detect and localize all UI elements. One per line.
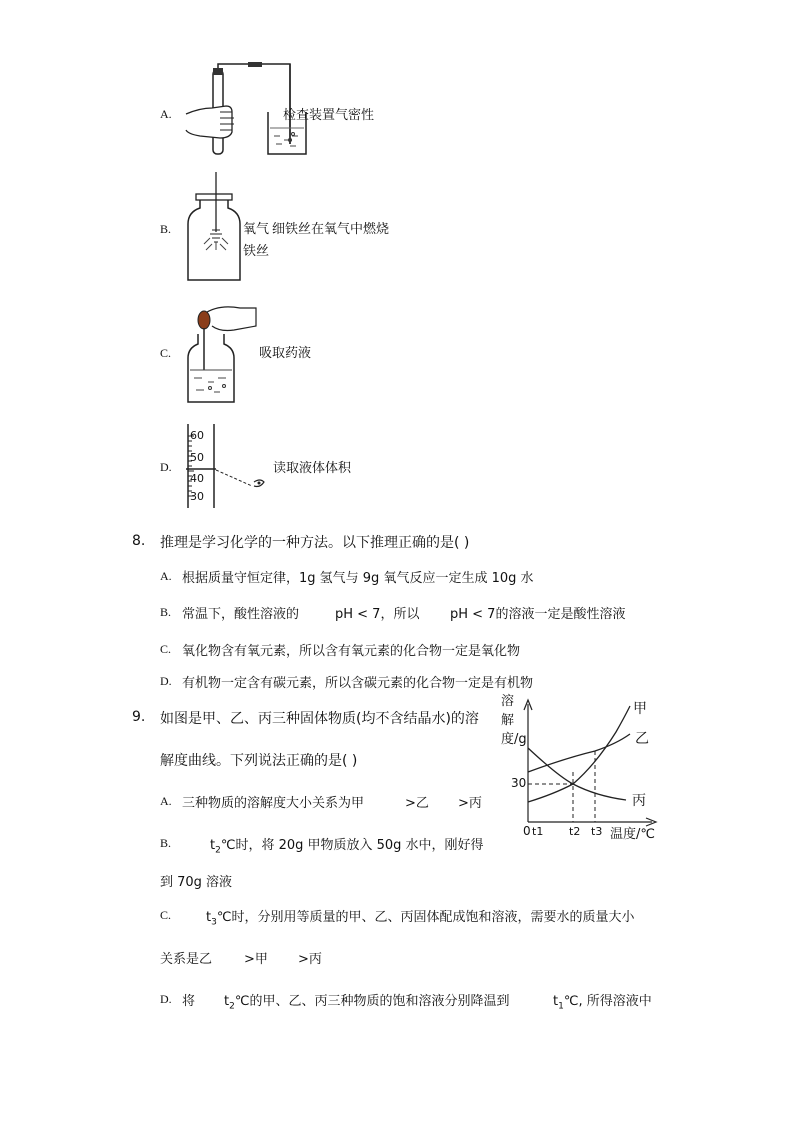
chart-xlabel: 温度/℃ [610,827,655,842]
q9-option-c-line2-c: >丙 [298,952,322,967]
q8-option-c-text: 氧化物含有氧元素，所以含有氧元素的化合物一定是氧化物 [182,644,521,659]
dropper-illustration [184,300,258,406]
q9-option-a-text-c: >丙 [458,796,482,811]
series-jia-label: 甲 [633,701,647,717]
chart-y-tick-30: 30 [511,776,527,790]
scale-60: 60 [190,429,204,442]
option-b-oxygen-label: 氧气 [243,222,270,237]
question-8-stem: 推理是学习化学的一种方法。以下推理正确的是( ) [160,535,470,551]
q8-option-d-letter: D. [160,674,172,688]
q8-option-b-text-c: pH < 7的溶液一定是酸性溶液 [450,607,626,622]
option-c-letter: C. [160,346,172,360]
option-d-letter: D. [160,460,172,474]
option-d-caption: 读取液体体积 [273,461,352,476]
option-b-letter: B. [160,222,172,236]
q8-option-b-text-a: 常温下，酸性溶液的 [182,607,300,622]
chart-x-tick-t3: t3 [591,825,603,838]
q9-option-b-letter: B. [160,836,172,850]
option-c-caption: 吸取药液 [259,346,312,361]
q8-option-d-text: 有机物一定含有碳元素，所以含碳元素的化合物一定是有机物 [182,676,534,691]
q9-option-d-text-b: $t_2℃$的甲、乙、丙三种物质的饱和溶液分别降温到 [224,994,510,1012]
iron-wire-combustion-illustration [184,172,244,284]
q9-option-d-text-c: $t_1℃$, 所得溶液中 [553,994,652,1012]
q8-option-c-letter: C. [160,642,172,656]
q9-option-c-letter: C. [160,908,172,922]
chart-origin: 0 [523,824,531,838]
q9-option-a-text-b: >乙 [405,796,429,811]
q9-option-b-text: $t_2℃$时，将 20g 甲物质放入 50g 水中，刚好得 [210,838,484,856]
series-yi-curve [528,734,630,772]
option-b-caption: 细铁丝在氧气中燃烧 [272,222,390,237]
q9-option-c-text: $t_3℃$时，分别用等质量的甲、乙、丙固体配成饱和溶液，需要水的质量大小 [206,910,635,928]
question-9-number: 9. [132,709,146,725]
q9-option-c-line2-b: >甲 [244,952,268,967]
scale-40: 40 [190,472,204,485]
option-a-letter: A. [160,107,172,121]
question-9-stem-line2: 解度曲线。下列说法正确的是( ) [160,753,358,769]
q9-option-d-letter: D. [160,992,172,1006]
scale-30: 30 [190,490,204,503]
series-yi-label: 乙 [635,731,649,747]
q9-option-c-line2-a: 关系是乙 [160,952,213,967]
q9-option-b-line2: 到 70g 溶液 [160,875,233,890]
q8-option-b-letter: B. [160,605,172,619]
question-9-stem-line1: 如图是甲、乙、丙三种固体物质(均不含结晶水)的溶 [160,711,479,727]
scale-50: 50 [190,451,204,464]
q9-option-a-letter: A. [160,794,172,808]
q8-option-b-text-b: pH < 7，所以 [335,607,420,622]
q9-option-a-text-a: 三种物质的溶解度大小关系为甲 [182,796,365,811]
q8-option-a-text: 根据质量守恒定律，1g 氢气与 9g 氧气反应一定生成 10g 水 [182,571,534,586]
option-b-wire-label: 铁丝 [243,244,270,259]
chart-x-tick-t1: t1 [532,825,544,838]
q8-option-a-letter: A. [160,569,172,583]
q9-option-d-text-a: 将 [182,994,196,1009]
chart-x-tick-t2: t2 [569,825,581,838]
chart-ylabel: 溶解度/g [501,694,527,747]
question-8-number: 8. [132,533,146,549]
series-bing-label: 丙 [632,793,646,809]
option-a-caption: 检查装置气密性 [283,108,375,123]
